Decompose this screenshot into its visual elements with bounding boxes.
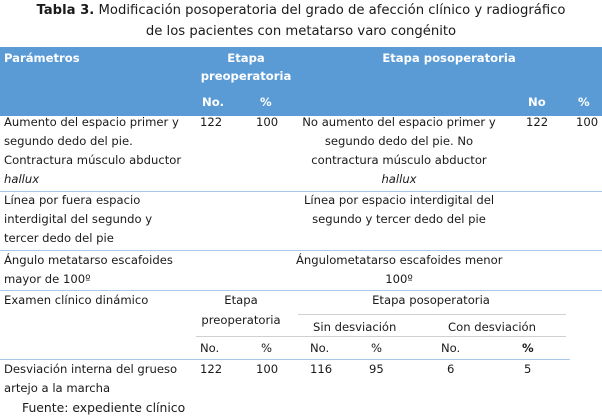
row1-post-line: No aumento del espacio primer y [302,115,496,129]
dynamic-col-pct-sin: % [371,341,383,355]
row2-post-line: segundo y tercer dedo del pie [312,212,486,226]
header-etapa-posoperatoria: Etapa posoperatoria [382,51,516,65]
row3-post-line: Ángulometatarso escafoides menor [296,253,503,267]
row3-param-line: mayor de 100º [4,272,91,286]
row1-param-line: Contractura músculo abductor [4,153,182,167]
table-caption-text: Modificación posoperatoria del grado de afección clínico y radiográfico [98,3,566,18]
dynamic-sin-no: 116 [310,362,333,376]
row1-post-line: segundo dedo del pie. No [324,134,474,148]
row2-param-line: interdigital del segundo y [4,212,153,226]
dynamic-etapa-2: preoperatoria [201,313,281,327]
row1-param-line: segundo dedo del pie. [4,134,133,148]
header-etapa-1: Etapa [227,51,265,65]
row1-pre-pct: 100 [256,115,279,129]
row1-param-line: hallux [4,172,40,186]
row3-post [296,251,502,289]
row3-post-line: 100º [385,272,413,286]
row1-pre-no: 122 [200,115,223,129]
row1-post-no: 122 [526,115,549,129]
table-label: Tabla 3. [36,3,95,18]
subheader-divider [298,314,566,315]
row1-param [4,113,181,189]
dynamic-col-pct-pre: % [261,341,273,355]
table-caption-line1 [0,3,602,18]
dynamic-con-desviacion: Con desviación [448,320,536,334]
dynamic-sin-pct: 95 [369,362,384,376]
dynamic-col-pct-con: % [522,341,534,355]
subheader-divider [196,336,566,337]
header-no-post: No [528,95,546,109]
dynamic-label: Examen clínico dinámico [4,293,149,307]
row1-post-line: hallux [381,172,417,186]
header-pct-post: % [578,95,590,109]
dynamic-con-pct: 5 [524,362,532,376]
dynamic-con-no: 6 [447,362,455,376]
dynamic-row-label [4,360,177,398]
row2-param [4,191,152,248]
header-no-pre: No. [202,95,225,109]
row2-param-line: tercer dedo del pie [4,231,114,245]
row1-post-line: contractura músculo abductor [311,153,487,167]
row1-param-line: Aumento del espacio primer y [4,115,179,129]
dynamic-row-label-line: Desviación interna del grueso [4,362,178,376]
source-note: Fuente: expediente clínico [22,400,186,415]
row1-post-pct: 100 [576,115,599,129]
dynamic-row-label-line: artejo a la marcha [4,381,111,395]
dynamic-pre-pct: 100 [256,362,279,376]
row3-param-line: Ángulo metatarso escafoides [4,253,173,267]
row1-post [296,113,502,189]
row3-param [4,251,173,289]
dynamic-etapa-1: Etapa [224,293,258,307]
row2-param-line: Línea por fuera espacio [4,193,141,207]
dynamic-pre-no: 122 [200,362,223,376]
table-caption-line2: de los pacientes con metatarso varo congénito [145,24,457,39]
header-parametros: Parámetros [4,51,80,65]
header-pct-pre: % [260,95,272,109]
dynamic-col-no-sin: No. [310,341,330,355]
dynamic-sin-desviacion: Sin desviación [313,320,397,334]
dynamic-col-no-con: No. [441,341,461,355]
header-etapa-2: preoperatoria [200,69,292,83]
dynamic-etapa-posoperatoria: Etapa posoperatoria [372,293,490,307]
row2-post [296,191,502,229]
dynamic-col-no-pre: No. [200,341,220,355]
row2-post-line: Línea por espacio interdigital del [303,193,495,207]
